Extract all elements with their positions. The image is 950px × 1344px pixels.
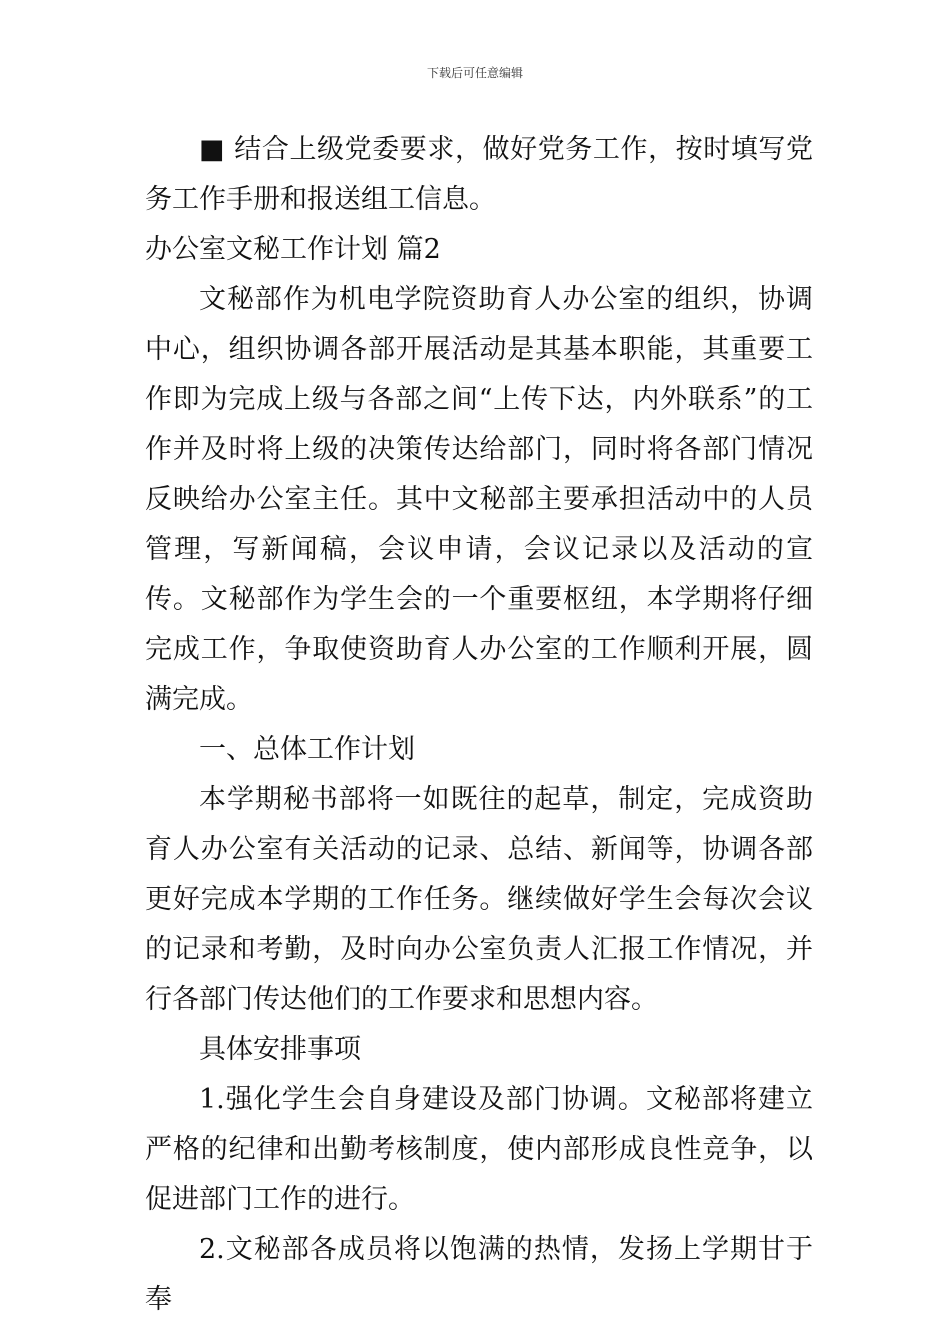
subheading: 一、总体工作计划 xyxy=(199,734,415,765)
paragraph: 本学期秘书部将一如既往的起草，制定，完成资助育人办公室有关活动的记录、总结、新闻等，协调各部更好完成本学期的工作任务。继续做好学生会每次会议的记录和考勤，及时向办公室负责人汇报工作情况，并行各部门传达他们的工作要求和思想内容。 xyxy=(145,784,813,1015)
page-header: 下载后可任意编辑 xyxy=(426,66,523,80)
paragraph: ■ 结合上级党委要求，做好党务工作，按时填写党务工作手册和报送组工信息。 xyxy=(145,134,813,215)
section-title: 办公室文秘工作计划 篇2 xyxy=(145,234,441,265)
list-item: 1.强化学生会自身建设及部门协调。文秘部将建立严格的纪律和出勤考核制度，使内部形成良性竞争，以促进部门工作的进行。 xyxy=(145,1084,813,1215)
list-item: 2.文秘部各成员将以饱满的热情，发扬上学期甘于奉 xyxy=(145,1234,813,1315)
subheading: 具体安排事项 xyxy=(199,1034,361,1065)
paragraph: 文秘部作为机电学院资助育人办公室的组织，协调中心，组织协调各部开展活动是其基本职能，其重要工作即为完成上级与各部之间“上传下达，内外联系”的工作并及时将上级的决策传达给部门，同时将各部门情况反映给办公室主任。其中文秘部主要承担活动中的人员管理，写新闻稿，会议申请，会议记录以及活动的宣传。文秘部作为学生会的一个重要枢纽，本学期将仔细完成工作，争取使资助育人办公室的工作顺利开展，圆满完成。 xyxy=(145,284,813,715)
document-body xyxy=(145,125,813,1325)
